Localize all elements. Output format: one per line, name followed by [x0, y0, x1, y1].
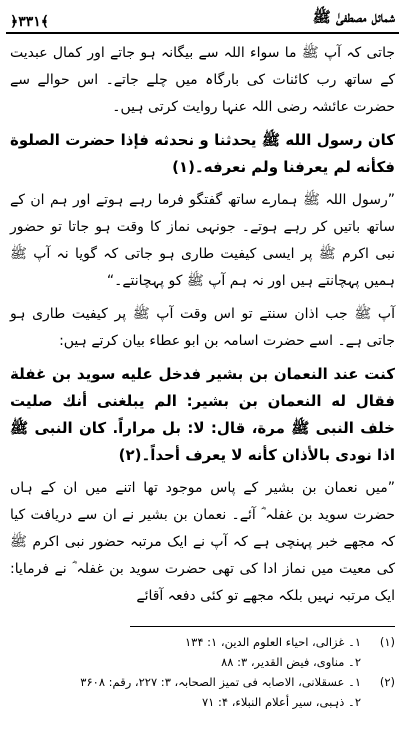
footnotes [10, 632, 395, 712]
footnote-marker: (۲) [379, 675, 395, 689]
footnote-marker: (۱) [379, 635, 395, 649]
arabic-hadith-2: كنت عند النعمان بن بشير فدخل عليه سويد بن غفلة فقال له النعمان بن بشير: الم يبلغنى أنك صليت خلف النبى ﷺ مرة، قال: لا: بل مراراً. كان النبى ﷺ اذا نودى بالأذان كأنه لا يعرف أحداً۔(۲) [10, 365, 395, 464]
arabic-hadith-1: كان رسول الله ﷺ يحدثنا و نحدثه فإذا حضرت الصلوة فكأنه لم يعرفنا ولم نعرفه۔(۱) [10, 131, 395, 176]
page-number: ﴿۳۳۱﴾ [10, 14, 49, 30]
translation-quote-1: ”رسول اللہ ﷺ ہمارے ساتھ گفتگو فرما رہے ہوتے اور ہم ان کے ساتھ باتیں کر رہے ہوتے۔ جونہی نماز کا وقت ہو جاتا تو حضور نبی اکرم ﷺ پر ایسی کیفیت طاری ہو جاتی کہ گویا نہ آپ ﷺ ہمیں پہچانتے ہیں اور نہ ہم آپ ﷺ کو پہچانتے۔“ [10, 192, 395, 289]
footnote-text: ۱۔ عسقلانی، الاصابہ فی تمیز الصحابہ، ۳: ۲۲۷، رقم: ۳۶۰۸ [80, 675, 361, 689]
running-title: شمائل مصطفیٰ ﷺ [312, 8, 395, 26]
footnote-divider [130, 626, 395, 627]
footnote-line [10, 632, 395, 652]
paragraph-adhan: آپ ﷺ جب اذان سنتے تو اس وقت آپ ﷺ پر کیفیت طاری ہو جاتی ہے۔ اسے حضرت اسامہ بن ابو عطاء بیان کرتے ہیں: [10, 306, 395, 349]
paragraph-intro: جاتی کہ آپ ﷺ ما سواء اللہ سے بیگانہ ہو جاتے اور کمال عبدیت کے ساتھ رب کائنات کی بارگاہ میں چلے جاتے۔ اس حوالے سے حضرت عائشہ رضی اللہ عنہا روایت کرتی ہیں۔ [10, 45, 395, 115]
page-header [6, 6, 399, 34]
footnote-line [10, 672, 395, 692]
footnote-text: ۱۔ غزالی، احیاء العلوم الدین، ۱: ۱۳۴ [184, 635, 361, 649]
translation-quote-2: ”میں نعمان بن بشیر کے پاس موجود تھا اتنے میں ان کے ہاں حضرت سوید بن غفلہ ؓ آئے۔ نعمان بن بشیر نے ان سے دریافت کیا کہ مجھے خبر پہنچی ہے کہ آپ نے ایک مرتبہ حضور نبی اکرم ﷺ کی معیت میں نماز ادا کی تھی حضرت سوید بن غفلہ ؓ نے فرمایا: ایک مرتبہ نہیں بلکہ مجھے تو کئی دفعہ آقائے [10, 480, 395, 604]
page-body [10, 40, 395, 616]
footnote-text: ۲۔ ذہبی، سیر أعلام النبلاء، ۴: ۷۱ [201, 695, 361, 709]
footnote-line [10, 652, 395, 672]
footnote-line [10, 692, 395, 712]
footnote-text: ۲۔ مناوی، فیض القدیر، ۳: ۸۸ [221, 655, 361, 669]
